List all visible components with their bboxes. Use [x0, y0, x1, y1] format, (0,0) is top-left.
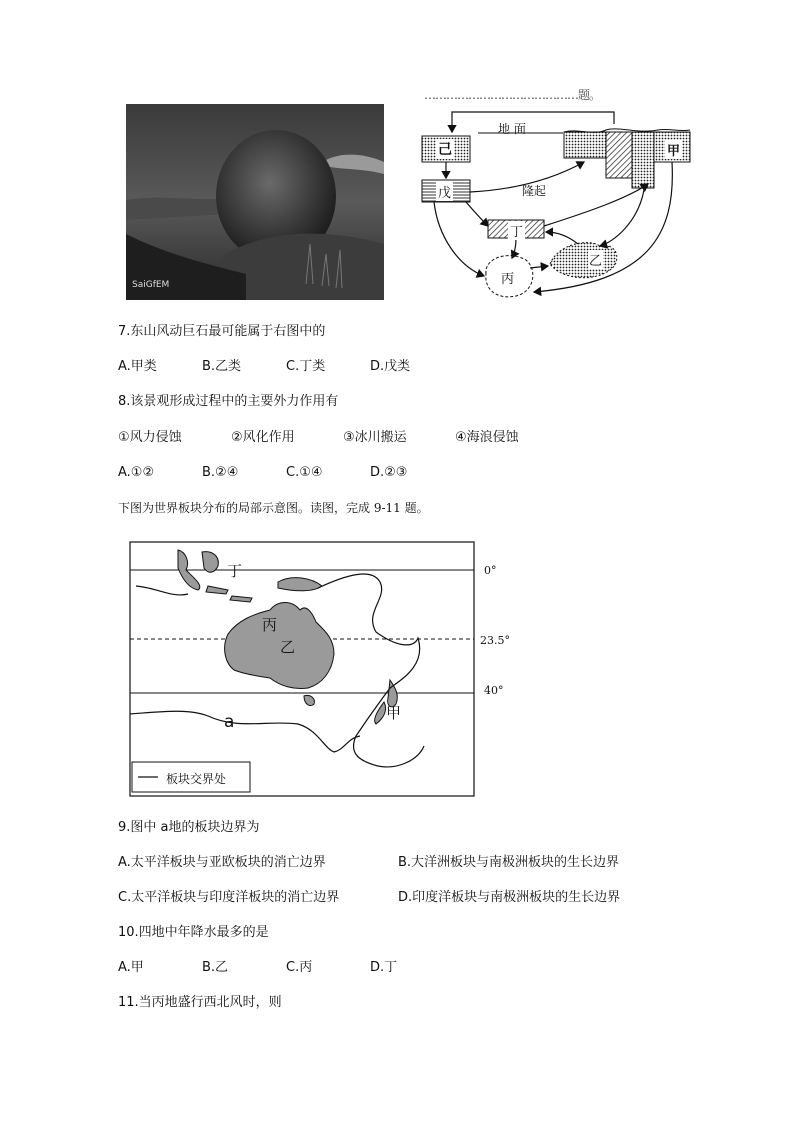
q10-option-d: D.丁 [370, 960, 398, 975]
lat-23-5-label: 23.5° [480, 634, 510, 647]
rock-photo [126, 104, 384, 300]
plate-map-graphic [128, 538, 508, 800]
box-label-jia: 甲 [665, 140, 682, 159]
q9-option-a: A.太平洋板块与亚欧板块的消亡边界 [118, 855, 326, 870]
q9-option-b: B.大洋洲板块与南极洲板块的生长边界 [398, 855, 620, 870]
plate-map [128, 538, 508, 800]
section-intro: 下图为世界板块分布的局部示意图。读图，完成 9-11 题。 [118, 501, 429, 515]
label-ding: 丁 [227, 562, 243, 580]
rock-photo-graphic [126, 104, 384, 300]
q8-option-d: D.②③ [370, 465, 408, 480]
box-label-bing: 丙 [500, 268, 515, 287]
q8-choice-1: ①风力侵蚀 [118, 430, 182, 445]
question-8: 8.该景观形成过程中的主要外力作用有 [118, 394, 339, 409]
box-label-wu: 戊 [436, 182, 453, 201]
q10-option-a: A.甲 [118, 960, 144, 975]
rock-cycle-diagram [418, 86, 696, 306]
question-10: 10.四地中年降水最多的是 [118, 925, 269, 940]
q7-option-a: A.甲类 [118, 359, 157, 374]
q10-option-b: B.乙 [202, 960, 229, 975]
q7-option-c: C.丁类 [286, 359, 326, 374]
label-yi: 乙 [280, 638, 296, 656]
q9-option-d: D.印度洋板块与南极洲板块的生长边界 [398, 890, 621, 905]
lat-0-label: 0° [484, 564, 497, 577]
q8-option-c: C.①④ [286, 465, 323, 480]
q9-option-c: C.太平洋板块与印度洋板块的消亡边界 [118, 890, 340, 905]
uplift-label: 隆起 [522, 184, 547, 198]
label-a: a [224, 712, 235, 732]
box-label-ji: 己 [436, 139, 454, 159]
legend-plate-boundary: 板块交界处 [166, 772, 227, 786]
box-label-ding: 丁 [508, 221, 525, 240]
question-11: 11.当丙地盛行西北风时，则 [118, 995, 282, 1010]
question-7: 7.东山风动巨石最可能属于右图中的 [118, 324, 326, 339]
q8-choice-4: ④海浪侵蚀 [455, 430, 519, 445]
q7-option-b: B.乙类 [202, 359, 242, 374]
label-jia: 甲 [386, 704, 402, 722]
box-label-yi: 乙 [588, 250, 603, 269]
label-bing: 丙 [262, 616, 278, 634]
q10-option-c: C.丙 [286, 960, 313, 975]
ground-label: 地 面 [498, 122, 526, 136]
rock-cycle-graphic [418, 86, 696, 306]
diagram-header-fragment: ……………………………………题。 [424, 88, 601, 102]
lat-40-label: 40° [484, 684, 504, 697]
question-9: 9.图中 a地的板块边界为 [118, 820, 260, 835]
q8-option-a: A.①② [118, 465, 155, 480]
q7-option-d: D.戊类 [370, 359, 411, 374]
photo-watermark: SaiGfEM [132, 280, 170, 290]
q8-choice-2: ②风化作用 [231, 430, 295, 445]
q8-choice-3: ③冰川搬运 [343, 430, 407, 445]
q8-option-b: B.②④ [202, 465, 239, 480]
